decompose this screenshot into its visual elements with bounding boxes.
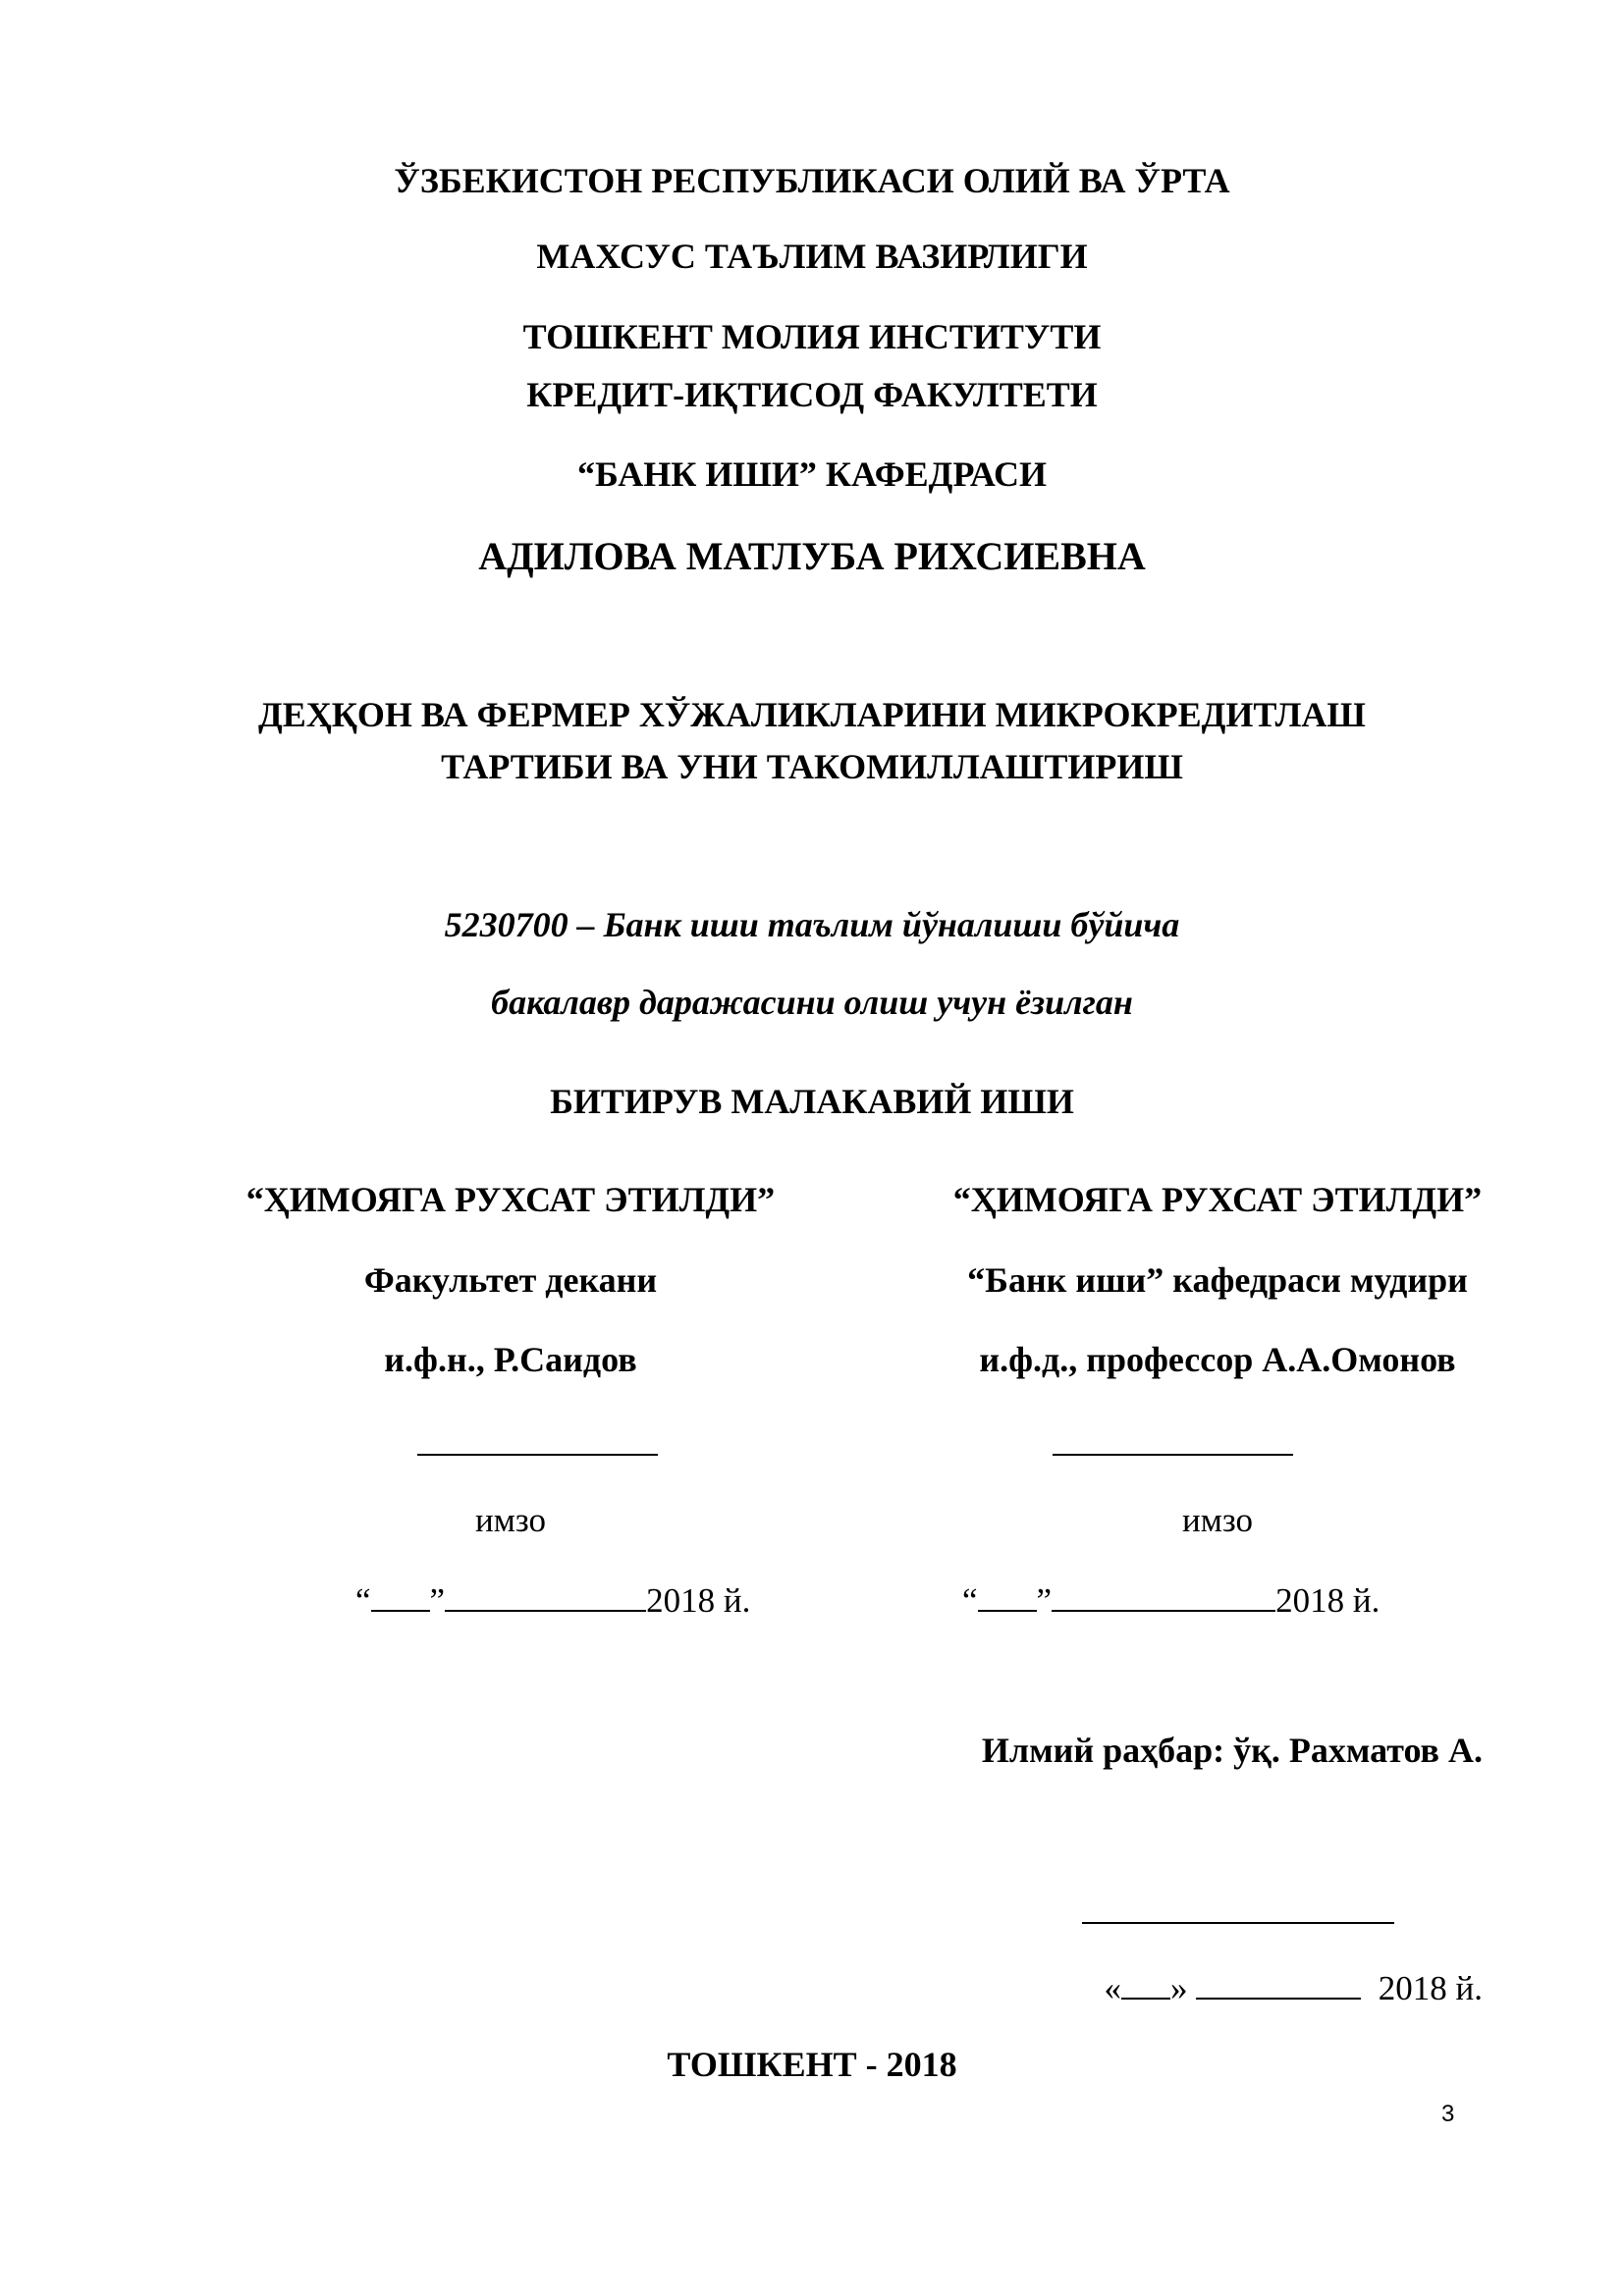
- approval-right-date-close-quote: ”: [1036, 1581, 1053, 1620]
- supervisor-month-blank: [1196, 1970, 1361, 2000]
- approval-right-month-blank: [1052, 1582, 1275, 1612]
- specialty-line-2: бакалавр даражасини олиш учун ёзилган: [491, 983, 1133, 1022]
- approval-right-day-blank: [978, 1582, 1037, 1612]
- approval-right-signature-line: [1053, 1454, 1293, 1456]
- thesis-title-line-2: ТАРТИБИ ВА УНИ ТАКОМИЛЛАШТИРИШ: [441, 747, 1183, 786]
- page-number: 3: [1441, 2101, 1455, 2127]
- specialty-line-1: 5230700 – Банк иши таълим йўналиши бўйича: [444, 905, 1180, 944]
- approval-right-date-open-quote: “: [962, 1581, 978, 1620]
- approval-left-signature-label: имзо: [475, 1501, 546, 1539]
- approval-right-position: “Банк иши” кафедраси мудири: [967, 1260, 1468, 1300]
- supervisor-date-open-quote: «: [1104, 1969, 1122, 2007]
- supervisor-year: 2018 й.: [1378, 1969, 1483, 2007]
- supervisor-date: [982, 1970, 1483, 2005]
- approval-right-heading: “ҲИМОЯГА РУХСАТ ЭТИЛДИ”: [952, 1180, 1483, 1219]
- approval-left-heading: “ҲИМОЯГА РУХСАТ ЭТИЛДИ”: [245, 1180, 776, 1219]
- department-name: “БАНК ИШИ” КАФЕДРАСИ: [576, 454, 1048, 494]
- approval-right-date: [962, 1582, 1434, 1618]
- approval-left-signature-line: [417, 1454, 658, 1456]
- approval-left-day-blank: [371, 1582, 430, 1612]
- supervisor-date-close-quote: »: [1170, 1969, 1188, 2007]
- thesis-title-line-1: ДЕҲҚОН ВА ФЕРМЕР ХЎЖАЛИКЛАРИНИ МИКРОКРЕДИТЛАШ: [258, 695, 1366, 734]
- author-name: АДИЛОВА МАТЛУБА РИХСИЕВНА: [478, 534, 1146, 578]
- supervisor-day-blank: [1121, 1970, 1170, 2000]
- ministry-line-2: МАХСУС ТАЪЛИМ ВАЗИРЛИГИ: [536, 237, 1088, 276]
- approval-right-year: 2018 й.: [1275, 1581, 1380, 1620]
- approval-left-date-close-quote: ”: [429, 1581, 446, 1620]
- ministry-line-1: ЎЗБЕКИСТОН РЕСПУБЛИКАСИ ОЛИЙ ВА ЎРТА: [394, 161, 1230, 200]
- approval-left-month-blank: [445, 1582, 646, 1612]
- institute-name: ТОШКЕНТ МОЛИЯ ИНСТИТУТИ: [522, 317, 1102, 356]
- approval-left-date-open-quote: “: [355, 1581, 371, 1620]
- approval-right-name: и.ф.д., профессор А.А.Омонов: [979, 1340, 1456, 1379]
- supervisor-signature-line: [1082, 1922, 1394, 1924]
- work-type: БИТИРУВ МАЛАКАВИЙ ИШИ: [550, 1082, 1074, 1121]
- supervisor-label: Илмий раҳбар: ўқ. Рахматов А.: [981, 1731, 1483, 1770]
- approval-left-date: [355, 1582, 787, 1618]
- approval-right-signature-label: имзо: [1182, 1501, 1253, 1539]
- city-year: ТОШКЕНТ - 2018: [667, 2045, 957, 2084]
- approval-left-year: 2018 й.: [646, 1581, 751, 1620]
- faculty-name: КРЕДИТ-ИҚТИСОД ФАКУЛТЕТИ: [526, 375, 1098, 414]
- approval-left-name: и.ф.н., Р.Саидов: [384, 1340, 637, 1379]
- approval-left-position: Факультет декани: [363, 1260, 658, 1300]
